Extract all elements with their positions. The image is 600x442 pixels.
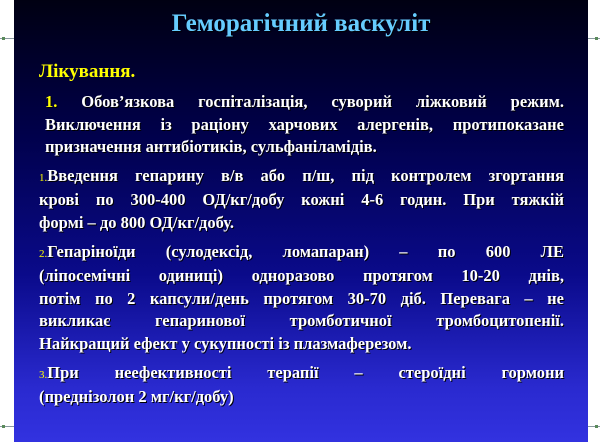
list-item-number: 1. (39, 171, 48, 184)
list-item (39, 241, 564, 356)
list-item (39, 91, 564, 159)
slide-heading: Лікування. (39, 61, 136, 82)
frame-tick (2, 425, 5, 428)
slide (14, 0, 588, 442)
list-item-text: Найкращий ефект у сукупності із плазмаферезом. (39, 333, 412, 353)
list-item-text: Гепаріноїди (сулодексід, ломапаран) – по 600 ЛЕ (47, 241, 564, 261)
slide-content (39, 91, 564, 409)
list-item-text: (преднізолон 2 мг/кг/добу) (39, 387, 234, 407)
list-item-text: Виключення із раціону харчових алергенів, протипоказане (45, 114, 564, 134)
list-item-text: викликає гепаринової тромботичної тромбоцитопенії. (39, 311, 564, 331)
list-item (39, 362, 564, 409)
slide-title: Геморагічний васкуліт (171, 10, 431, 37)
list-item-number: 3. (39, 368, 48, 381)
list-item-text: Обов’язкова госпіталізація, суворий ліжковий режим. (81, 92, 565, 111)
list-item (39, 165, 564, 235)
list-item-number: 1. (45, 92, 58, 111)
list-item-text: (ліпосемічні одиниці) одноразово протягом 10-20 днів, (39, 266, 564, 286)
frame-tick (2, 37, 5, 40)
frame-tick (595, 425, 598, 428)
list-item-text: крові по 300-400 ОД/кг/добу кожні 4-6 годин. При тяжкій (39, 190, 564, 210)
list-item-number: 2. (39, 247, 48, 260)
list-item-text: потім по 2 капсули/день протягом 30-70 діб. Перевага – не (39, 288, 564, 308)
list-item-text: Введення гепарину в/в або п/ш, під контролем згортання (47, 165, 564, 185)
list-item-text: формі – до 800 ОД/кг/добу. (39, 212, 234, 232)
frame-tick (595, 37, 598, 40)
list-item-text: призначення антибіотиків, сульфаніламідів. (45, 137, 377, 157)
list-item-text: При неефективності терапії – стероїдні гормони (47, 362, 564, 382)
